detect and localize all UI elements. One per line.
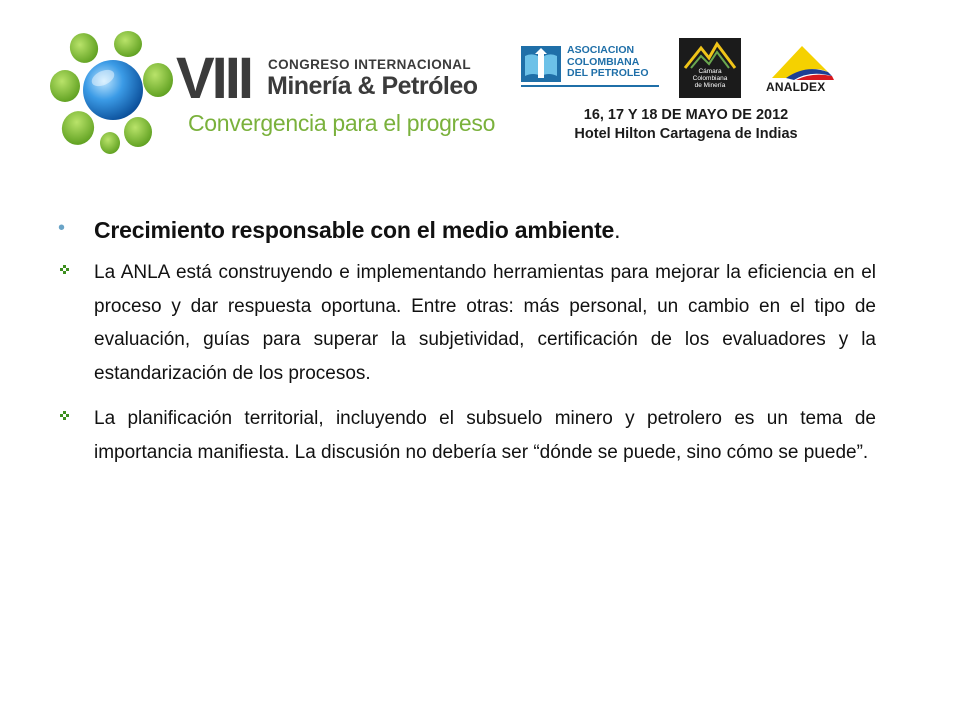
camara-mineria-logo [679, 38, 741, 98]
list-item-text: La ANLA está construyendo e implementando herramientas para mejorar la eficiencia en el proceso y dar respuesta oportuna. Entre otras: más personal, un cambio en el tipo de evaluación, guías para superar la subjetividad, certificación de los evaluadores y la estandarización de los procesos. [94, 262, 876, 384]
heading-bullet: • [58, 217, 66, 239]
acp-logo-line: COLOMBIANA [567, 55, 640, 68]
list-item-text: La planificación territorial, incluyendo el subsuelo minero y petrolero es un tema de importancia manifiesta. La discusión no debería ser “dónde se puede, sino cómo se puede”. [94, 408, 876, 463]
diamond-dots-icon [60, 265, 69, 274]
camara-logo-line: Colombiana [692, 75, 728, 82]
acp-logo [521, 43, 661, 91]
heading-row [56, 212, 876, 248]
acp-tower-icon [521, 46, 561, 82]
header-banner [0, 0, 960, 170]
slide-content [56, 212, 876, 481]
congress-name: Minería & Petróleo [267, 72, 478, 100]
analdex-logo [764, 42, 836, 96]
congress-slogan: Convergencia para el progreso [188, 110, 496, 136]
camara-logo-line: de Minería [694, 82, 726, 89]
slide-heading [94, 217, 620, 243]
camara-logo-line: Cámara [698, 68, 722, 75]
analdex-logo-text: ANALDEX [766, 80, 826, 94]
diamond-dots-icon [60, 411, 69, 420]
acp-logo-line: ASOCIACION [567, 44, 635, 56]
colombian-flag-wave-icon [764, 42, 836, 80]
list-item [56, 402, 876, 469]
slide-heading-period: . [614, 217, 621, 243]
camara-logo-text [679, 68, 741, 89]
list-item [56, 256, 876, 390]
acp-logo-rule [521, 85, 659, 87]
event-date: 16, 17 Y 18 DE MAYO DE 2012 [583, 107, 789, 123]
event-info [536, 106, 836, 144]
congress-leaves-logo-icon [48, 28, 180, 160]
slide-heading-text: Crecimiento responsable con el medio ambiente [94, 217, 615, 243]
event-venue: Hotel Hilton Cartagena de Indias [574, 126, 798, 142]
congress-number: VIII [176, 46, 252, 111]
acp-logo-line: DEL PETROLEO [567, 67, 649, 79]
acp-logo-text [567, 45, 677, 80]
congress-label: CONGRESO INTERNACIONAL [268, 57, 472, 72]
